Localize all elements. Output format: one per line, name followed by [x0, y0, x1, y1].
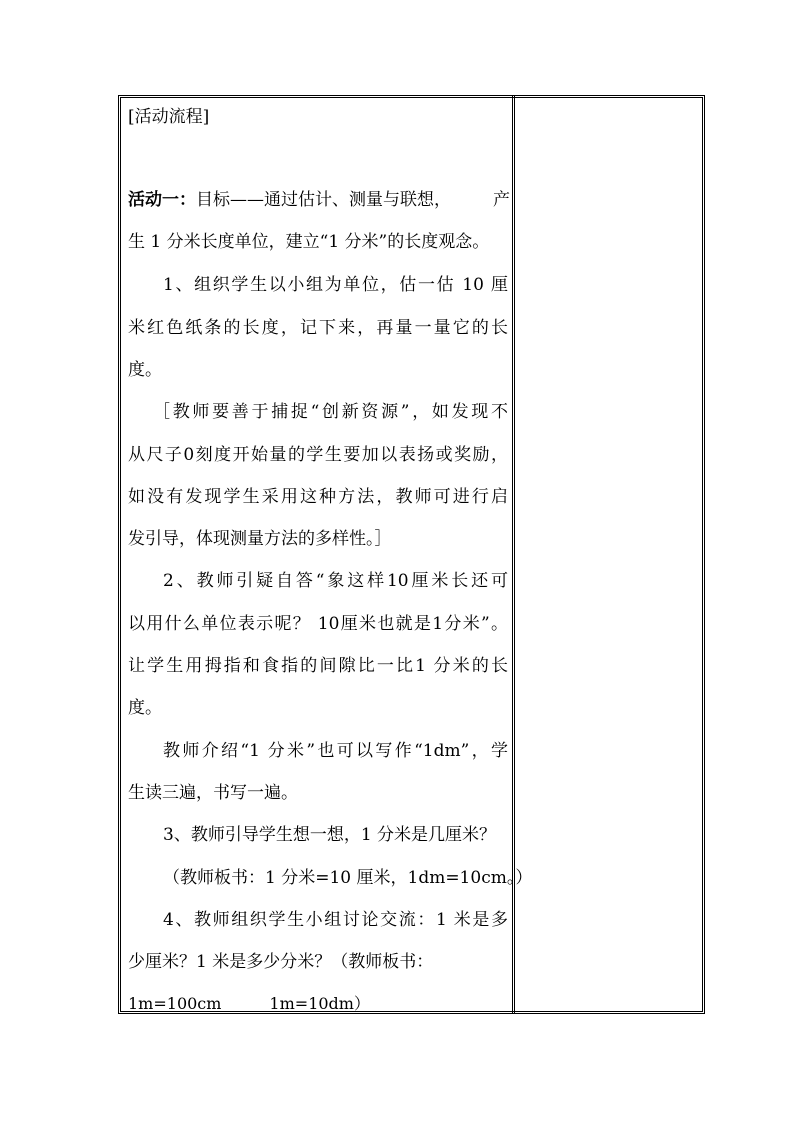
teacher-note-line: 从尺子0刻度开始量的学生要加以表扬或奖励， [128, 445, 508, 465]
paragraph-line: 生 1 分米长度单位，建立“1 分米”的长度观念。 [128, 232, 490, 252]
paragraph-line: 生读三遍，书写一遍。 [128, 783, 298, 803]
paragraph-line: 3、教师引导学生想一想，1 分米是几厘米？ [163, 825, 497, 845]
paragraph-line: 以用什么单位表示呢？ 10厘米也就是1分米”。 [128, 614, 508, 634]
paragraph-line: 1、组织学生以小组为单位，估一估 10 厘 [163, 275, 508, 295]
activity-one-goal: 目标——通过估计、测量与联想， [196, 190, 451, 210]
teacher-note-line: ［教师要善于捕捉“创新资源”，如发现不 [153, 402, 508, 422]
paragraph-line: 少厘米？1 米是多少分米？（教师板书： [128, 952, 434, 972]
paragraph-line: 让学生用拇指和食指的间隙比一比1 分米的长 [128, 656, 508, 676]
paragraph-line: 度。 [128, 360, 162, 380]
paragraph-line: 教师介绍“1 分米”也可以写作“1dm”，学 [163, 741, 508, 761]
paragraph-line: 米红色纸条的长度，记下来，再量一量它的长 [128, 318, 508, 338]
unit-conversion-line: 1m=100cm 1m=10dm） [128, 994, 370, 1013]
section-heading: [活动流程] [128, 107, 210, 127]
teacher-board-note: （教师板书：1 分米=10 厘米，1dm=10cm。） [163, 868, 533, 888]
paragraph-line: 度。 [128, 698, 162, 718]
paragraph-line: 4、教师组织学生小组讨论交流：1 米是多 [163, 910, 508, 930]
teacher-note-line: 发引导，体现测量方法的多样性。］ [128, 529, 392, 549]
paragraph-line: 2、教师引疑自答“象这样10厘米长还可 [163, 571, 508, 591]
activity-one-goal-end: 产 [493, 190, 510, 210]
activity-one-line [128, 188, 510, 212]
activity-one-label: 活动一： [128, 190, 196, 210]
teacher-note-line: 如没有发现学生采用这种方法，教师可进行启 [128, 487, 508, 507]
